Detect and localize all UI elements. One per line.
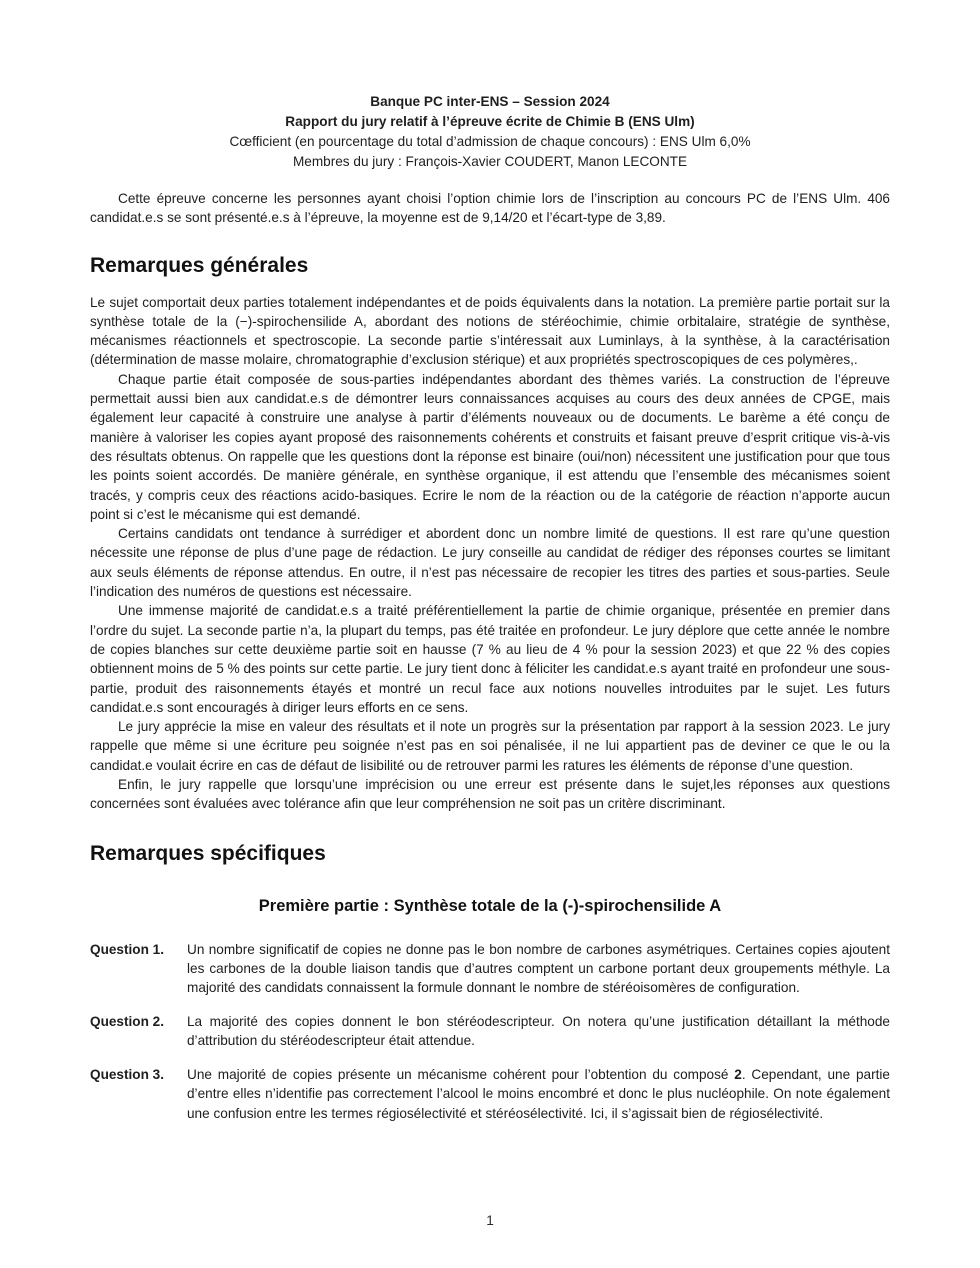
question-text [187, 1065, 890, 1123]
general-paragraph-1: Le sujet comportait deux parties totalement indépendantes et de poids équivalents dans la notation. La première partie portait sur la synthèse totale de la (−)-spirochensilide A, abordant des notions de stéréochimie, chimie orbitalaire, stratégie de synthèse, mécanismes réactionnels et spectroscopie. La seconde partie s’intéressait aux Luminlays, à la synthèse, à la caractérisation (détermination de masse molaire, chromatographie d’exclusion stérique) et aux propriétés spectroscopiques de ces polymères,. [90, 294, 890, 368]
general-paragraph-2: Chaque partie était composée de sous-parties indépendantes abordant des thèmes variés. La construction de l’épreuve permettait aussi bien aux candidat.e.s de démontrer leurs connaissances acquises au cours des deux années de CPGE, mais également leur capacité à construire une analyse à partir d’éléments nouveaux ou de documents. Le barème a été conçu de manière à valoriser les copies ayant proposé des raisonnements cohérents et construits et faisant preuve d’esprit critique vis-à-vis des résultats obtenus. On rappelle que les questions dont la réponse est binaire (oui/non) nécessitent une justification pour que tous les points soient accordés. De manière générale, en synthèse organique, il est attendu que l’ensemble des mécanismes soient tracés, y compris ceux des réactions acido-basiques. Ecrire le nom de la réaction ou de la catégorie de réaction n’apporte aucun point si c’est le mécanisme qui est demandé. [90, 371, 890, 522]
section-heading-general: Remarques générales [90, 253, 309, 277]
question-text: Un nombre significatif de copies ne donne pas le bon nombre de carbones asymétriques. Certaines copies ajoutent les carbones de la double liaison tandis que d’autres comptent un carbone portant deux groupements méthyle. La majorité des candidats connaissent la formule donnant le nombre de stéréoisomères de configuration. [187, 941, 890, 996]
question-item-2 [90, 1012, 890, 1051]
document-title-line-3: Cœfficient (en pourcentage du total d’admission de chaque concours) : ENS Ulm 6,0% [229, 134, 751, 149]
question-label: Question 1. [90, 941, 165, 957]
general-paragraph-3: Certains candidats ont tendance à surrédiger et abordent donc un nombre limité de questions. Il est rare qu’une question nécessite une réponse de plus d’une page de rédaction. Le jury conseille au candidat de rédiger des réponses courtes se limitant aux seuls éléments de réponse attendus. En outre, il n’est pas nécessaire de recopier les titres des parties et sous-parties. Seule l’indication des numéros de questions est nécessaire. [90, 526, 890, 600]
question-item-1 [90, 940, 890, 998]
question-text: La majorité des copies donnent le bon stéréodescripteur. On notera qu’une justification détaillant la méthode d’attribution du stéréodescripteur était attendue. [187, 1014, 890, 1049]
question-text-part: Une majorité de copies présente un mécanisme cohérent pour l’obtention du composé [187, 1067, 735, 1083]
document-title-line-1: Banque PC inter-ENS – Session 2024 [370, 94, 610, 109]
intro-paragraph: Cette épreuve concerne les personnes ayant choisi l’option chimie lors de l’inscription au concours PC de l’ENS Ulm. 406 candidat.e.s se sont présenté.e.s à l’épreuve, la moyenne est de 9,14/20 et l’écart-type de 3,89. [90, 191, 890, 226]
general-paragraph-6: Enfin, le jury rappelle que lorsqu’une imprécision ou une erreur est présente dans le sujet,les réponses aux questions concernées sont évaluées avec tolérance afin que leur compréhension ne soit pas un critère discriminant. [90, 777, 890, 812]
page-number: 1 [486, 1212, 494, 1228]
section-heading-specific: Remarques spécifiques [90, 841, 326, 865]
compound-number-bold: 2 [734, 1067, 742, 1083]
question-label: Question 3. [90, 1067, 165, 1083]
document-title-line-4: Membres du jury : François-Xavier COUDERT, Manon LECONTE [292, 154, 688, 169]
document-content [90, 0, 890, 1123]
document-title-line-2: Rapport du jury relatif à l’épreuve écrite de Chimie B (ENS Ulm) [285, 114, 695, 129]
title-block [90, 0, 890, 172]
part-one-heading: Première partie : Synthèse totale de la (-)-spirochensilide A [258, 896, 722, 915]
question-text-part: . Cependant, une partie d’entre elles n’identifie pas correctement l’alcool le moins encombré et donc le plus nucléophile. On note également une confusion entre les termes régiosélectivité et stéréosélectivité. Ici, il s’agissait bien de régiosélectivité. [187, 1067, 890, 1121]
general-paragraph-5: Le jury apprécie la mise en valeur des résultats et il note un progrès sur la présentation par rapport à la session 2023. Le jury rappelle que même si une écriture peu soignée n’est pas en soi pénalisée, il ne lui appartient pas de deviner ce que le ou la candidat.e voulait écrire en cas de défaut de lisibilité ou de retrouver parmi les ratures les éléments de réponse d’une question. [90, 719, 890, 773]
question-label: Question 2. [90, 1014, 165, 1029]
general-paragraph-4: Une immense majorité de candidat.e.s a traité préférentiellement la partie de chimie organique, présentée en premier dans l’ordre du sujet. La seconde partie n’a, la plupart du temps, pas été traitée en profondeur. Le jury déplore que cette année le nombre de copies blanches sur cette deuxième partie soit en hausse (7 % au lieu de 4 % pour la session 2023) et que 22 % des copies obtiennent moins de 5 % des points sur cette partie. Le jury tient donc à féliciter les candidat.e.s ayant traité en profondeur une sous-partie, produit des raisonnements étayés et montré un recul face aux notions nouvelles introduites par le sujet. Les futurs candidat.e.s sont encouragés à diriger leurs efforts en ce sens. [90, 603, 890, 715]
question-item-3 [90, 1065, 890, 1123]
